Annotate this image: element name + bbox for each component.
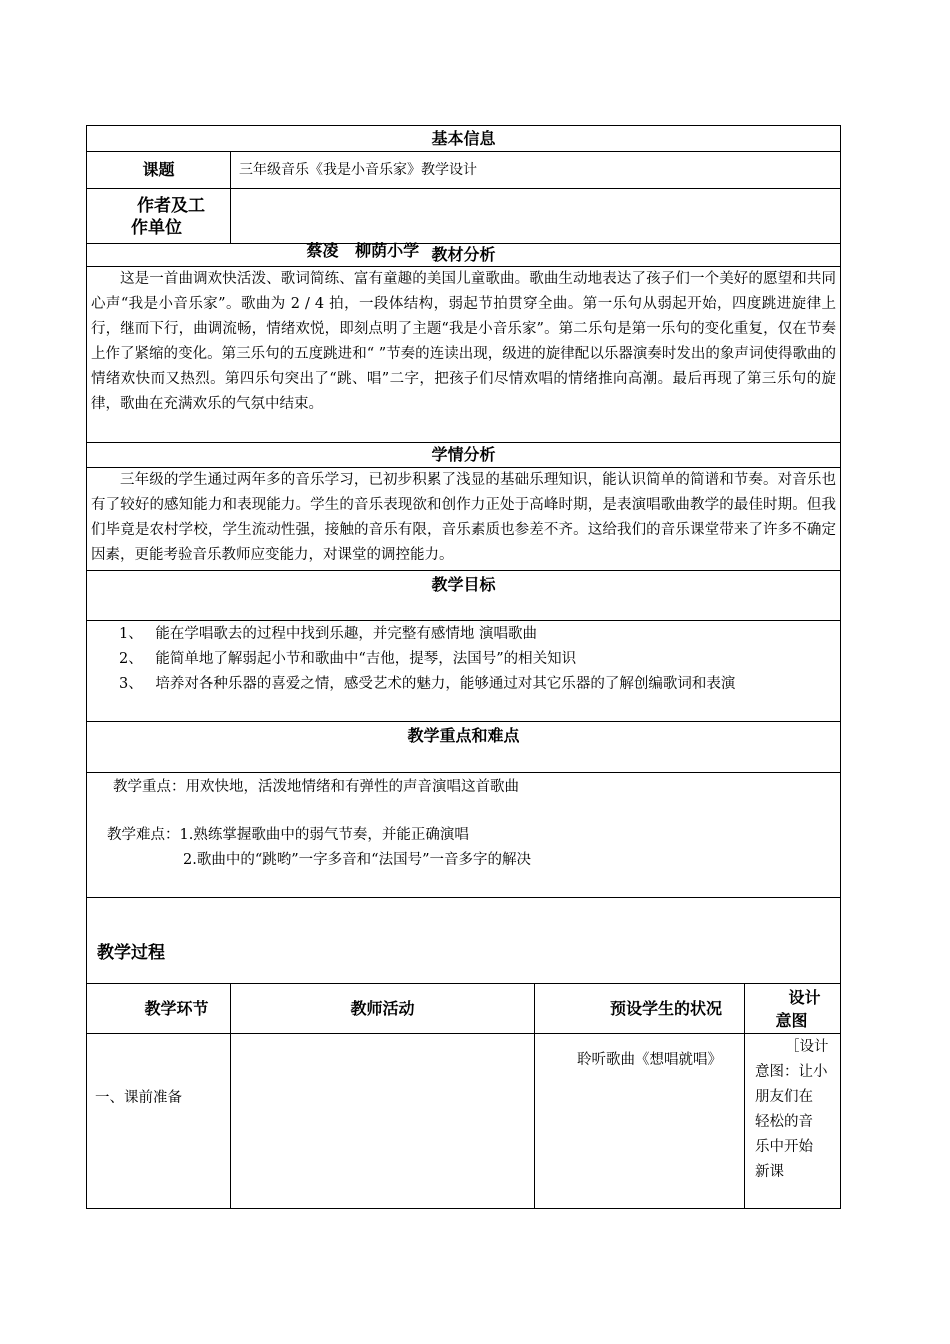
intent-line: 意图：让小 xyxy=(755,1064,828,1080)
intent-line: 轻松的音 xyxy=(755,1114,813,1130)
material-header xyxy=(86,243,841,266)
topic-label xyxy=(87,152,230,188)
objective-item-2 xyxy=(119,647,576,668)
process-title-row xyxy=(86,897,841,983)
intent-line: ［设计 xyxy=(785,1039,829,1055)
topic-value-text: 三年级音乐《我是小音乐家》教学设计 xyxy=(239,162,477,178)
key-points-body xyxy=(86,772,841,897)
student-text: 聆听歌曲《想唱就唱》 xyxy=(577,1052,722,1068)
intent-cell xyxy=(744,1034,840,1208)
difficulty-label: 教学难点： xyxy=(107,827,180,843)
stage-text: 一、课前准备 xyxy=(95,1090,182,1106)
process-row-1 xyxy=(86,1033,841,1209)
objective-item-3 xyxy=(119,672,735,693)
objective-item-1 xyxy=(119,622,537,643)
difficulty-item-2: 2.歌曲中的“跳哟”一字多音和“法国号”一音多字的解决 xyxy=(183,852,531,868)
col-intent-line2: 意图 xyxy=(775,1011,808,1030)
author-label xyxy=(87,189,230,243)
material-header-text: 教材分析 xyxy=(431,245,496,264)
teaching-focus: 教学重点：用欢快地，活泼地情绪和有弹性的声音演唱这首歌曲 xyxy=(113,779,519,795)
students-text: 三年级的学生通过两年多的音乐学习，已初步积累了浅显的基础乐理知识，能认识简单的简谱和节奏。对音乐也有了较好的感知能力和表现能力。学生的音乐表现欲和创作力正处于高峰时期，是表演唱歌曲教学的最佳时期。但我们毕竟是农村学校，学生流动性强，接触的音乐有限，音乐素质也参差不齐。这给我们的音乐课堂带来了许多不确定因素，更能考验音乐教师应变能力，对课堂的调控能力。 xyxy=(91,472,836,563)
objective-text: 能在学唱歌去的过程中找到乐趣，并完整有感情地 演唱歌曲 xyxy=(155,626,537,642)
lesson-plan-table xyxy=(86,125,841,1209)
col-stage-text: 教学环节 xyxy=(144,999,209,1018)
student-cell xyxy=(534,1034,744,1208)
material-text: 这是一首曲调欢快活泼、歌词简练、富有童趣的美国儿童歌曲。歌曲生动地表达了孩子们一个美好的愿望和共同心声“我是小音乐家”。歌曲为 2 / 4 拍，一段体结构，弱起节拍贯穿全曲。第一乐句从弱起开始，四度跳进旋律上行，继而下行，曲调流畅，情绪欢悦，即刻点明了主题“我是小音乐家”。第二乐句是第一乐句的变化重复，仅在节奏上作了紧缩的变化。第三乐句的五度跳进和“ ”节奏的连读出现，级进的旋律配以乐器演奏时发出的象声词使得歌曲的情绪欢快而又热烈。第四乐句突出了“跳、唱”二字，把孩子们尽情欢唱的情绪推向高潮。最后再现了第三乐句的旋律，歌曲在充满欢乐的气氛中结束。 xyxy=(91,271,836,412)
objectives-body xyxy=(86,620,841,721)
col-student xyxy=(534,984,744,1033)
objectives-header-text: 教学目标 xyxy=(431,575,496,594)
objective-number: 2、 xyxy=(119,651,143,667)
col-teacher xyxy=(230,984,534,1033)
topic-row xyxy=(86,151,841,188)
author-value-text: 蔡凌 柳荫小学 xyxy=(306,241,420,260)
difficulty-item-1: 1.熟练掌握歌曲中的弱气节奏，并能正确演唱 xyxy=(179,827,469,843)
col-teacher-text: 教师活动 xyxy=(350,999,415,1018)
author-label-line2: 作单位 xyxy=(131,218,182,238)
basic-info-header-text: 基本信息 xyxy=(431,129,496,148)
col-student-text: 预设学生的状况 xyxy=(609,999,722,1018)
students-header xyxy=(86,442,841,467)
col-intent xyxy=(744,984,840,1033)
intent-line: 乐中开始 xyxy=(755,1139,813,1155)
teaching-difficulty xyxy=(107,823,469,844)
objective-number: 3、 xyxy=(119,676,143,692)
stage-cell xyxy=(87,1034,230,1208)
basic-info-header xyxy=(86,125,841,151)
key-points-header xyxy=(86,721,841,772)
topic-label-text: 课题 xyxy=(142,160,175,179)
material-body xyxy=(86,266,841,442)
objective-number: 1、 xyxy=(119,626,143,642)
col-stage xyxy=(87,984,230,1033)
students-body xyxy=(86,467,841,570)
intent-line: 朋友们在 xyxy=(755,1089,813,1105)
topic-value xyxy=(230,152,840,188)
process-columns-row xyxy=(86,983,841,1033)
objective-text: 能简单地了解弱起小节和歌曲中“吉他，提琴，法国号”的相关知识 xyxy=(155,651,577,667)
author-label-line1: 作者及工 xyxy=(137,196,205,216)
col-intent-line1: 设计 xyxy=(788,988,821,1007)
teacher-cell xyxy=(230,1034,534,1208)
objective-text: 培养对各种乐器的喜爱之情，感受艺术的魅力，能够通过对其它乐器的了解创编歌词和表演 xyxy=(155,676,736,692)
process-title: 教学过程 xyxy=(97,943,165,963)
students-header-text: 学情分析 xyxy=(431,445,496,464)
objectives-header xyxy=(86,570,841,620)
key-points-header-text: 教学重点和难点 xyxy=(407,726,520,745)
intent-line: 新课 xyxy=(755,1164,784,1180)
